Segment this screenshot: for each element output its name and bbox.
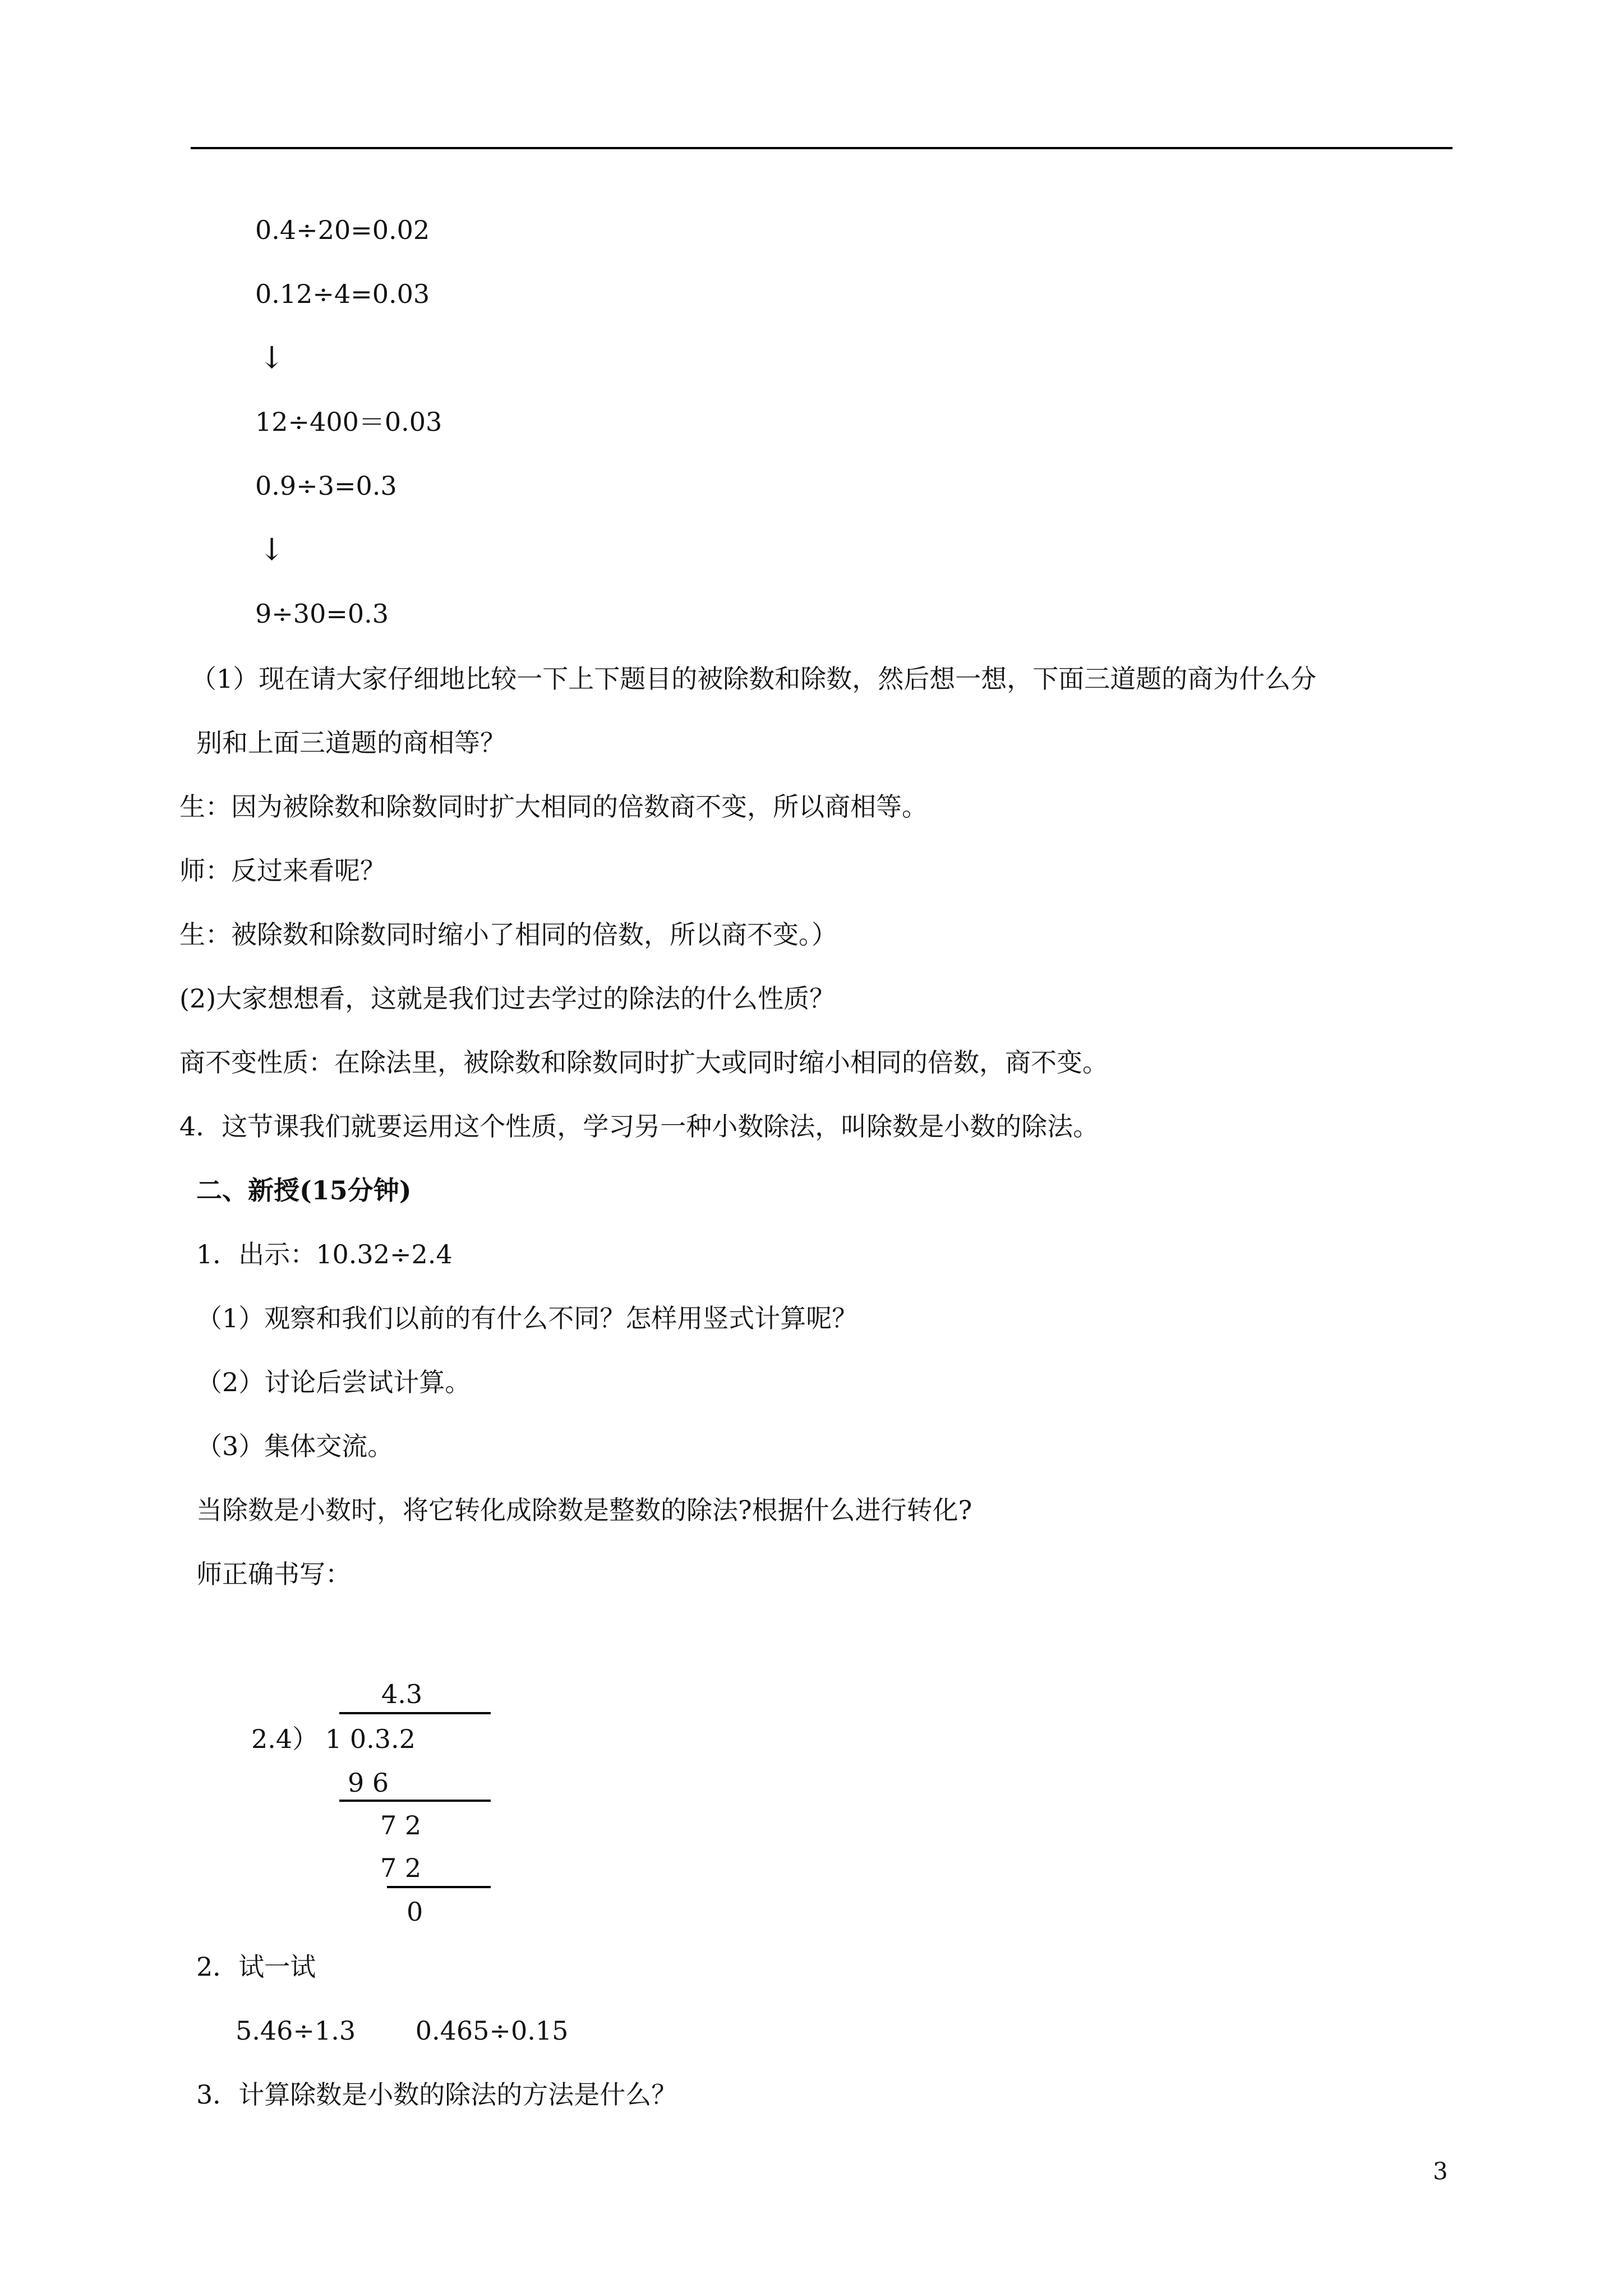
paragraph-line: 商不变性质：在除法里，被除数和除数同时扩大或同时缩小相同的倍数，商不变。 bbox=[179, 1047, 1108, 1078]
equation-line: 9÷30=0.3 bbox=[255, 599, 389, 629]
exercise-line: 5.46÷1.3 0.465÷0.15 bbox=[236, 2016, 569, 2046]
paragraph-line: 1．出示：10.32÷2.4 bbox=[196, 1239, 453, 1269]
paragraph-line: 3．计算除数是小数的除法的方法是什么？ bbox=[196, 2079, 677, 2110]
paragraph-line: 生：被除数和除数同时缩小了相同的倍数，所以商不变。） bbox=[179, 919, 837, 950]
page-number: 3 bbox=[1433, 2157, 1448, 2185]
paragraph-line: 别和上面三道题的商相等？ bbox=[196, 728, 506, 758]
header-rule bbox=[191, 147, 1453, 149]
paragraph-line: 4．这节课我们就要运用这个性质，学习另一种小数除法，叫除数是小数的除法。 bbox=[179, 1111, 1099, 1142]
paragraph-line: （1）现在请大家仔细地比较一下上下题目的被除数和除数，然后想一想，下面三道题的商为什么分 bbox=[191, 664, 1317, 694]
equation-line: 0.12÷4=0.03 bbox=[255, 279, 430, 309]
paragraph-line: 2．试一试 bbox=[196, 1952, 316, 1982]
paragraph-line: （1）观察和我们以前的有什么不同？怎样用竖式计算呢？ bbox=[196, 1303, 858, 1333]
paragraph-line: 生：因为被除数和除数同时扩大相同的倍数商不变，所以商相等。 bbox=[179, 792, 928, 822]
step-product: 9 6 bbox=[348, 1768, 389, 1798]
final-remainder: 0 bbox=[407, 1897, 423, 1927]
equation-line: 0.4÷20=0.02 bbox=[255, 215, 430, 245]
equation-line: 12÷400＝0.03 bbox=[255, 407, 442, 437]
section-heading: 二、新授(15分钟) bbox=[196, 1175, 412, 1205]
division-bar bbox=[339, 1712, 491, 1714]
remainder: 7 2 bbox=[380, 1810, 422, 1841]
paragraph-line: 当除数是小数时，将它转化成除数是整数的除法?根据什么进行转化? bbox=[196, 1495, 972, 1525]
paragraph-line: （3）集体交流。 bbox=[196, 1431, 394, 1461]
down-arrow-icon: ↓ bbox=[259, 340, 285, 375]
step-product: 7 2 bbox=[380, 1853, 422, 1883]
subtraction-rule bbox=[339, 1800, 491, 1802]
divisor: 2.4） bbox=[251, 1724, 319, 1754]
subtraction-rule bbox=[387, 1886, 491, 1888]
paragraph-line: (2)大家想想看，这就是我们过去学过的除法的什么性质？ bbox=[179, 983, 836, 1014]
paragraph-line: （2）讨论后尝试计算。 bbox=[196, 1367, 471, 1397]
paragraph-line: 师：反过来看呢？ bbox=[179, 855, 386, 886]
equation-line: 0.9÷3=0.3 bbox=[255, 471, 397, 501]
quotient: 4.3 bbox=[381, 1679, 423, 1709]
down-arrow-icon: ↓ bbox=[259, 532, 285, 567]
paragraph-line: 师正确书写： bbox=[196, 1559, 351, 1589]
dividend: 1 0.3.2 bbox=[325, 1724, 416, 1754]
